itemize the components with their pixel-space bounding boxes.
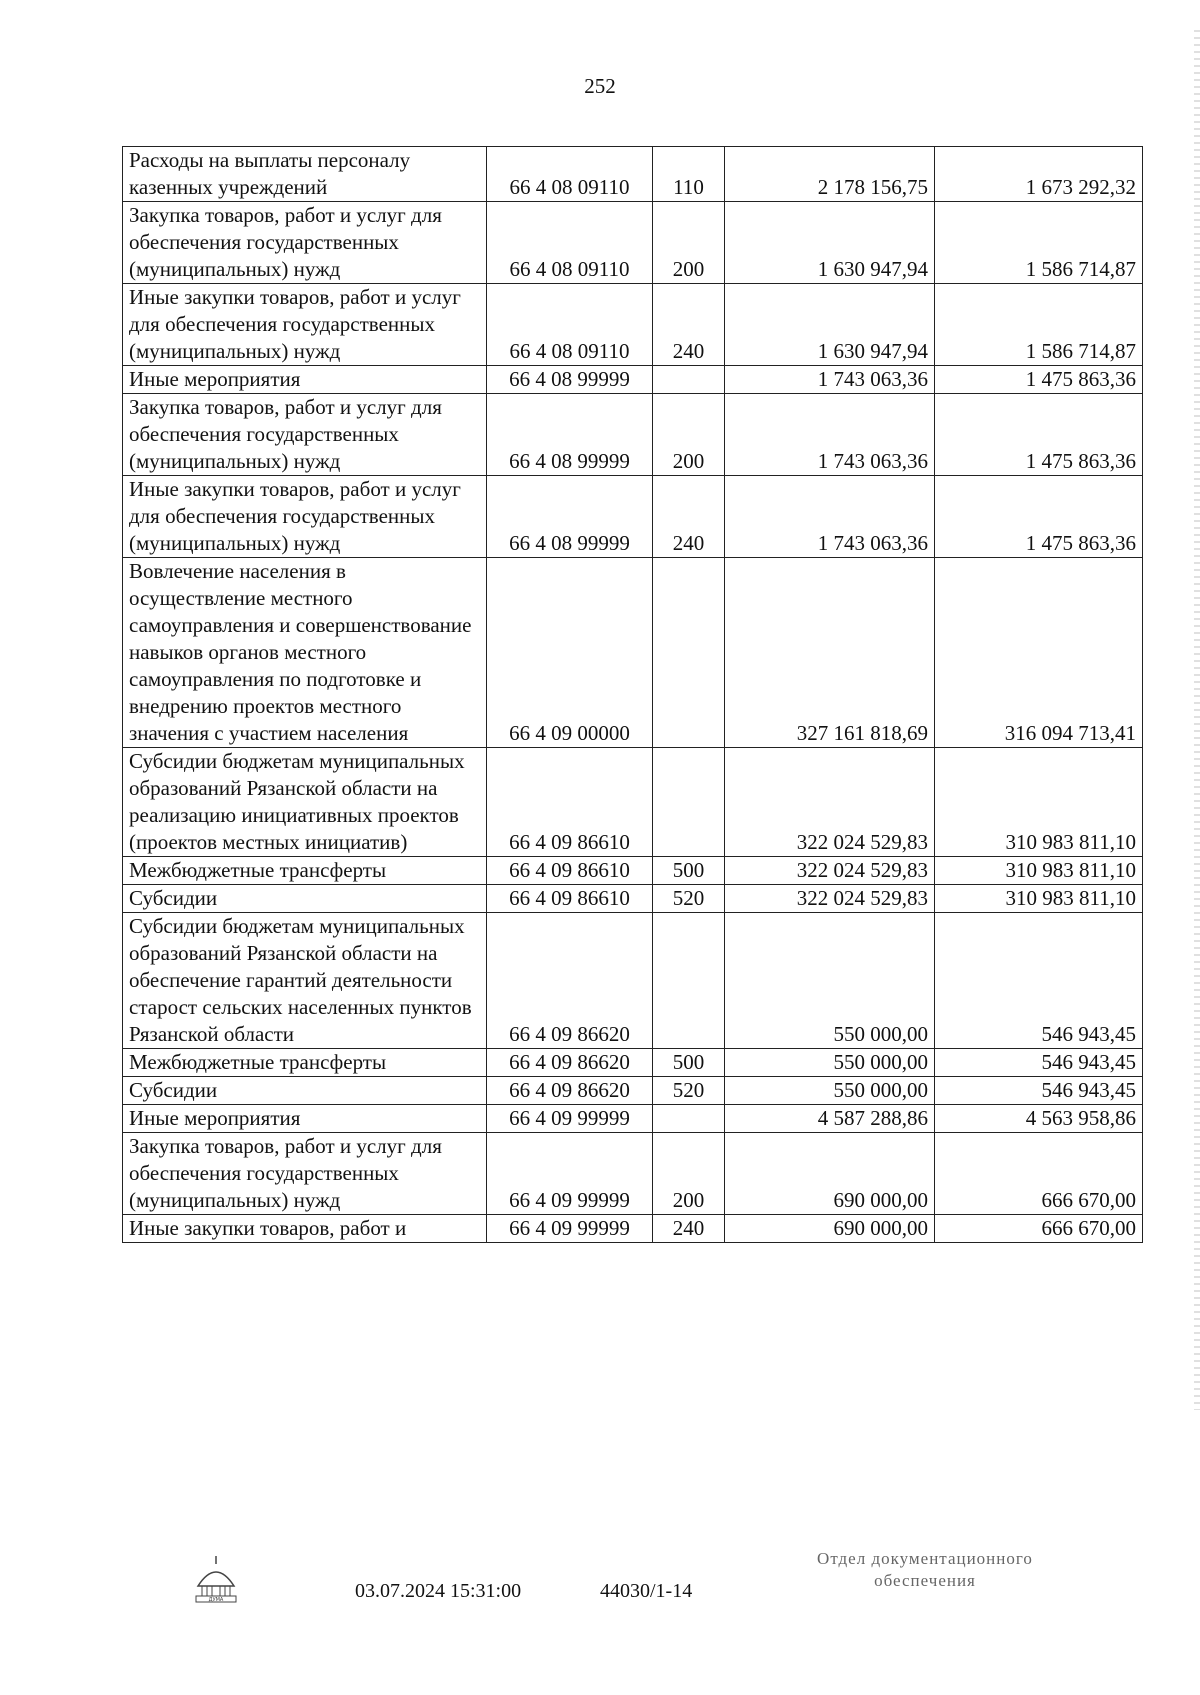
table-row: [123, 1133, 1143, 1215]
budget-table-body: [123, 147, 1143, 1243]
row-target-code: 66 4 08 99999: [487, 394, 653, 476]
row-amount-actual: 310 983 811,10: [935, 748, 1143, 857]
row-amount-actual: 316 094 713,41: [935, 558, 1143, 748]
table-row: [123, 1049, 1143, 1077]
row-amount-plan: 322 024 529,83: [725, 885, 935, 913]
row-amount-plan: 1 743 063,36: [725, 366, 935, 394]
row-expense-type: 520: [653, 885, 725, 913]
row-expense-type: 200: [653, 202, 725, 284]
row-amount-plan: 1 630 947,94: [725, 284, 935, 366]
row-amount-plan: 327 161 818,69: [725, 558, 935, 748]
row-amount-plan: 1 743 063,36: [725, 394, 935, 476]
row-target-code: 66 4 08 99999: [487, 476, 653, 558]
row-target-code: 66 4 09 99999: [487, 1105, 653, 1133]
table-row: [123, 913, 1143, 1049]
row-expense-type: [653, 913, 725, 1049]
row-description: Закупка товаров, работ и услуг для обеспечения государственных (муниципальных) нужд: [123, 202, 487, 284]
scan-edge-artifact: [1194, 30, 1200, 1410]
row-target-code: 66 4 09 86610: [487, 857, 653, 885]
row-amount-actual: 1 475 863,36: [935, 366, 1143, 394]
row-target-code: 66 4 09 99999: [487, 1215, 653, 1243]
row-amount-actual: 1 475 863,36: [935, 394, 1143, 476]
row-target-code: 66 4 09 86620: [487, 913, 653, 1049]
row-description: Субсидии: [123, 1077, 487, 1105]
table-row: [123, 857, 1143, 885]
row-description: Субсидии: [123, 885, 487, 913]
row-target-code: 66 4 08 99999: [487, 366, 653, 394]
table-row: [123, 748, 1143, 857]
row-description: Иные закупки товаров, работ и услуг для обеспечения государственных (муниципальных) нужд: [123, 284, 487, 366]
row-amount-plan: 550 000,00: [725, 913, 935, 1049]
stamp-line-1: Отдел документационного: [817, 1549, 1033, 1568]
table-row: [123, 1215, 1143, 1243]
stamp-line-2: обеспечения: [874, 1571, 976, 1590]
row-description: Иные закупки товаров, работ и услуг для обеспечения государственных (муниципальных) нужд: [123, 476, 487, 558]
row-expense-type: 200: [653, 1133, 725, 1215]
row-amount-actual: 666 670,00: [935, 1133, 1143, 1215]
row-description: Межбюджетные трансферты: [123, 1049, 487, 1077]
row-description: Вовлечение населения в осуществление местного самоуправления и совершенствование навыков органов местного самоуправления по подготовке и внедрению проектов местного значения с участием населения: [123, 558, 487, 748]
page-number: 252: [584, 74, 616, 98]
row-expense-type: [653, 748, 725, 857]
row-amount-plan: 1 630 947,94: [725, 202, 935, 284]
footer-datetime: 03.07.2024 15:31:00: [355, 1580, 522, 1602]
department-stamp: [790, 1548, 1060, 1592]
row-amount-actual: 310 983 811,10: [935, 885, 1143, 913]
row-description: Субсидии бюджетам муниципальных образований Рязанской области на обеспечение гарантий деятельности старост сельских населенных пунктов Рязанской области: [123, 913, 487, 1049]
logo-text: ДУМА: [208, 1597, 224, 1603]
row-amount-plan: 2 178 156,75: [725, 147, 935, 202]
table-row: [123, 284, 1143, 366]
table-row: [123, 1105, 1143, 1133]
row-target-code: 66 4 08 09110: [487, 284, 653, 366]
row-description: Закупка товаров, работ и услуг для обеспечения государственных (муниципальных) нужд: [123, 394, 487, 476]
row-amount-plan: 690 000,00: [725, 1215, 935, 1243]
row-target-code: 66 4 09 86610: [487, 885, 653, 913]
row-description: Иные мероприятия: [123, 366, 487, 394]
row-amount-actual: 1 586 714,87: [935, 284, 1143, 366]
row-target-code: 66 4 08 09110: [487, 147, 653, 202]
row-expense-type: 520: [653, 1077, 725, 1105]
table-row: [123, 1077, 1143, 1105]
row-amount-plan: 322 024 529,83: [725, 748, 935, 857]
row-amount-plan: 690 000,00: [725, 1133, 935, 1215]
row-amount-plan: 550 000,00: [725, 1077, 935, 1105]
row-amount-actual: 546 943,45: [935, 913, 1143, 1049]
row-amount-actual: 546 943,45: [935, 1049, 1143, 1077]
row-amount-actual: 4 563 958,86: [935, 1105, 1143, 1133]
row-amount-actual: 666 670,00: [935, 1215, 1143, 1243]
row-expense-type: [653, 558, 725, 748]
budget-table: [122, 146, 1143, 1243]
row-amount-plan: 1 743 063,36: [725, 476, 935, 558]
row-expense-type: 240: [653, 476, 725, 558]
table-row: [123, 394, 1143, 476]
row-target-code: 66 4 09 86610: [487, 748, 653, 857]
row-target-code: 66 4 09 86620: [487, 1049, 653, 1077]
row-amount-actual: 310 983 811,10: [935, 857, 1143, 885]
duma-logo-icon: [188, 1550, 244, 1606]
row-description: Иные мероприятия: [123, 1105, 487, 1133]
table-row: [123, 885, 1143, 913]
row-description: Субсидии бюджетам муниципальных образований Рязанской области на реализацию инициативных проектов (проектов местных инициатив): [123, 748, 487, 857]
row-expense-type: 110: [653, 147, 725, 202]
row-expense-type: 500: [653, 857, 725, 885]
row-expense-type: 200: [653, 394, 725, 476]
row-expense-type: [653, 1105, 725, 1133]
row-amount-plan: 4 587 288,86: [725, 1105, 935, 1133]
row-expense-type: [653, 366, 725, 394]
row-amount-actual: 1 475 863,36: [935, 476, 1143, 558]
row-description: Расходы на выплаты персоналу казенных учреждений: [123, 147, 487, 202]
table-row: [123, 476, 1143, 558]
footer-reg-number: 44030/1-14: [600, 1580, 693, 1602]
table-row: [123, 366, 1143, 394]
row-description: Иные закупки товаров, работ и: [123, 1215, 487, 1243]
row-expense-type: 240: [653, 284, 725, 366]
row-description: Межбюджетные трансферты: [123, 857, 487, 885]
row-amount-actual: 1 673 292,32: [935, 147, 1143, 202]
table-row: [123, 558, 1143, 748]
row-description: Закупка товаров, работ и услуг для обеспечения государственных (муниципальных) нужд: [123, 1133, 487, 1215]
table-row: [123, 147, 1143, 202]
row-expense-type: 240: [653, 1215, 725, 1243]
row-amount-plan: 322 024 529,83: [725, 857, 935, 885]
row-target-code: 66 4 09 86620: [487, 1077, 653, 1105]
row-target-code: 66 4 08 09110: [487, 202, 653, 284]
row-target-code: 66 4 09 99999: [487, 1133, 653, 1215]
row-expense-type: 500: [653, 1049, 725, 1077]
table-row: [123, 202, 1143, 284]
row-amount-plan: 550 000,00: [725, 1049, 935, 1077]
row-amount-actual: 1 586 714,87: [935, 202, 1143, 284]
row-target-code: 66 4 09 00000: [487, 558, 653, 748]
row-amount-actual: 546 943,45: [935, 1077, 1143, 1105]
